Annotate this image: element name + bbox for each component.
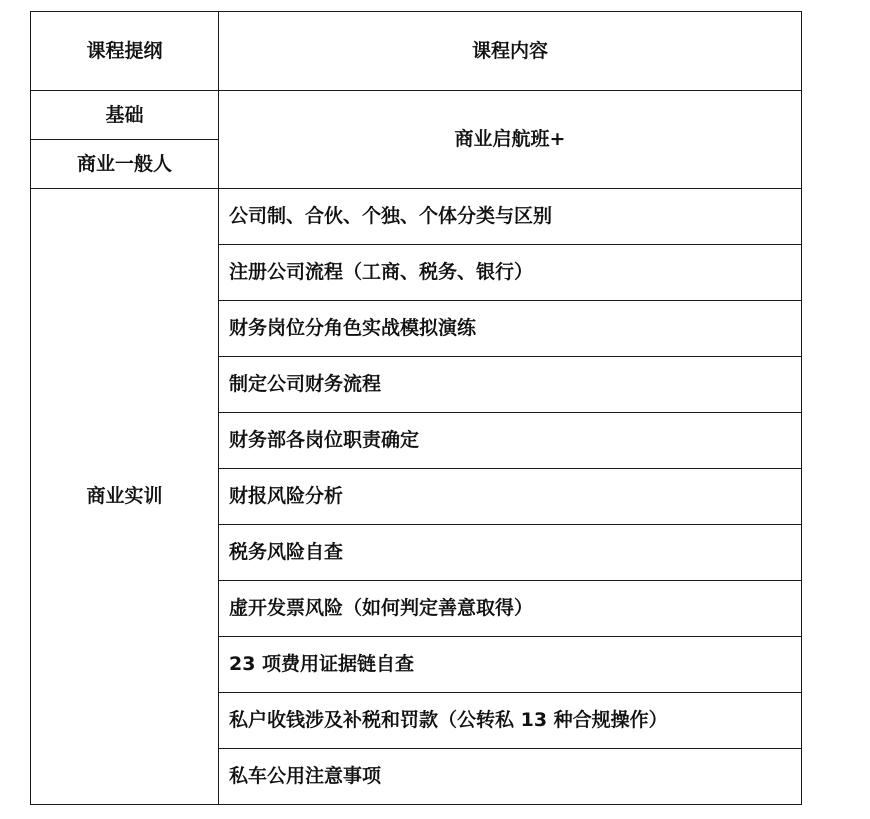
header-row (31, 12, 802, 91)
outline-business-general: 商业一般人 (31, 140, 219, 189)
course-outline-table (30, 11, 802, 805)
practical-item: 财报风险分析 (219, 469, 802, 525)
practical-item: 虚开发票风险（如何判定善意取得） (219, 581, 802, 637)
header-outline: 课程提纲 (31, 12, 219, 91)
practical-item: 税务风险自查 (219, 525, 802, 581)
practical-item: 财务岗位分角色实战模拟演练 (219, 301, 802, 357)
content-basics: 商业启航班+ (219, 91, 802, 189)
practical-item: 私车公用注意事项 (219, 749, 802, 805)
outline-practical-training: 商业实训 (31, 189, 219, 805)
practical-item: 财务部各岗位职责确定 (219, 413, 802, 469)
outline-basics: 基础 (31, 91, 219, 140)
practical-item: 制定公司财务流程 (219, 357, 802, 413)
basics-row-1 (31, 91, 802, 140)
practical-item: 私户收钱涉及补税和罚款（公转私 13 种合规操作） (219, 693, 802, 749)
practical-item: 23 项费用证据链自查 (219, 637, 802, 693)
practical-item: 注册公司流程（工商、税务、银行） (219, 245, 802, 301)
header-content: 课程内容 (219, 12, 802, 91)
table-row (31, 189, 802, 245)
practical-item: 公司制、合伙、个独、个体分类与区别 (219, 189, 802, 245)
